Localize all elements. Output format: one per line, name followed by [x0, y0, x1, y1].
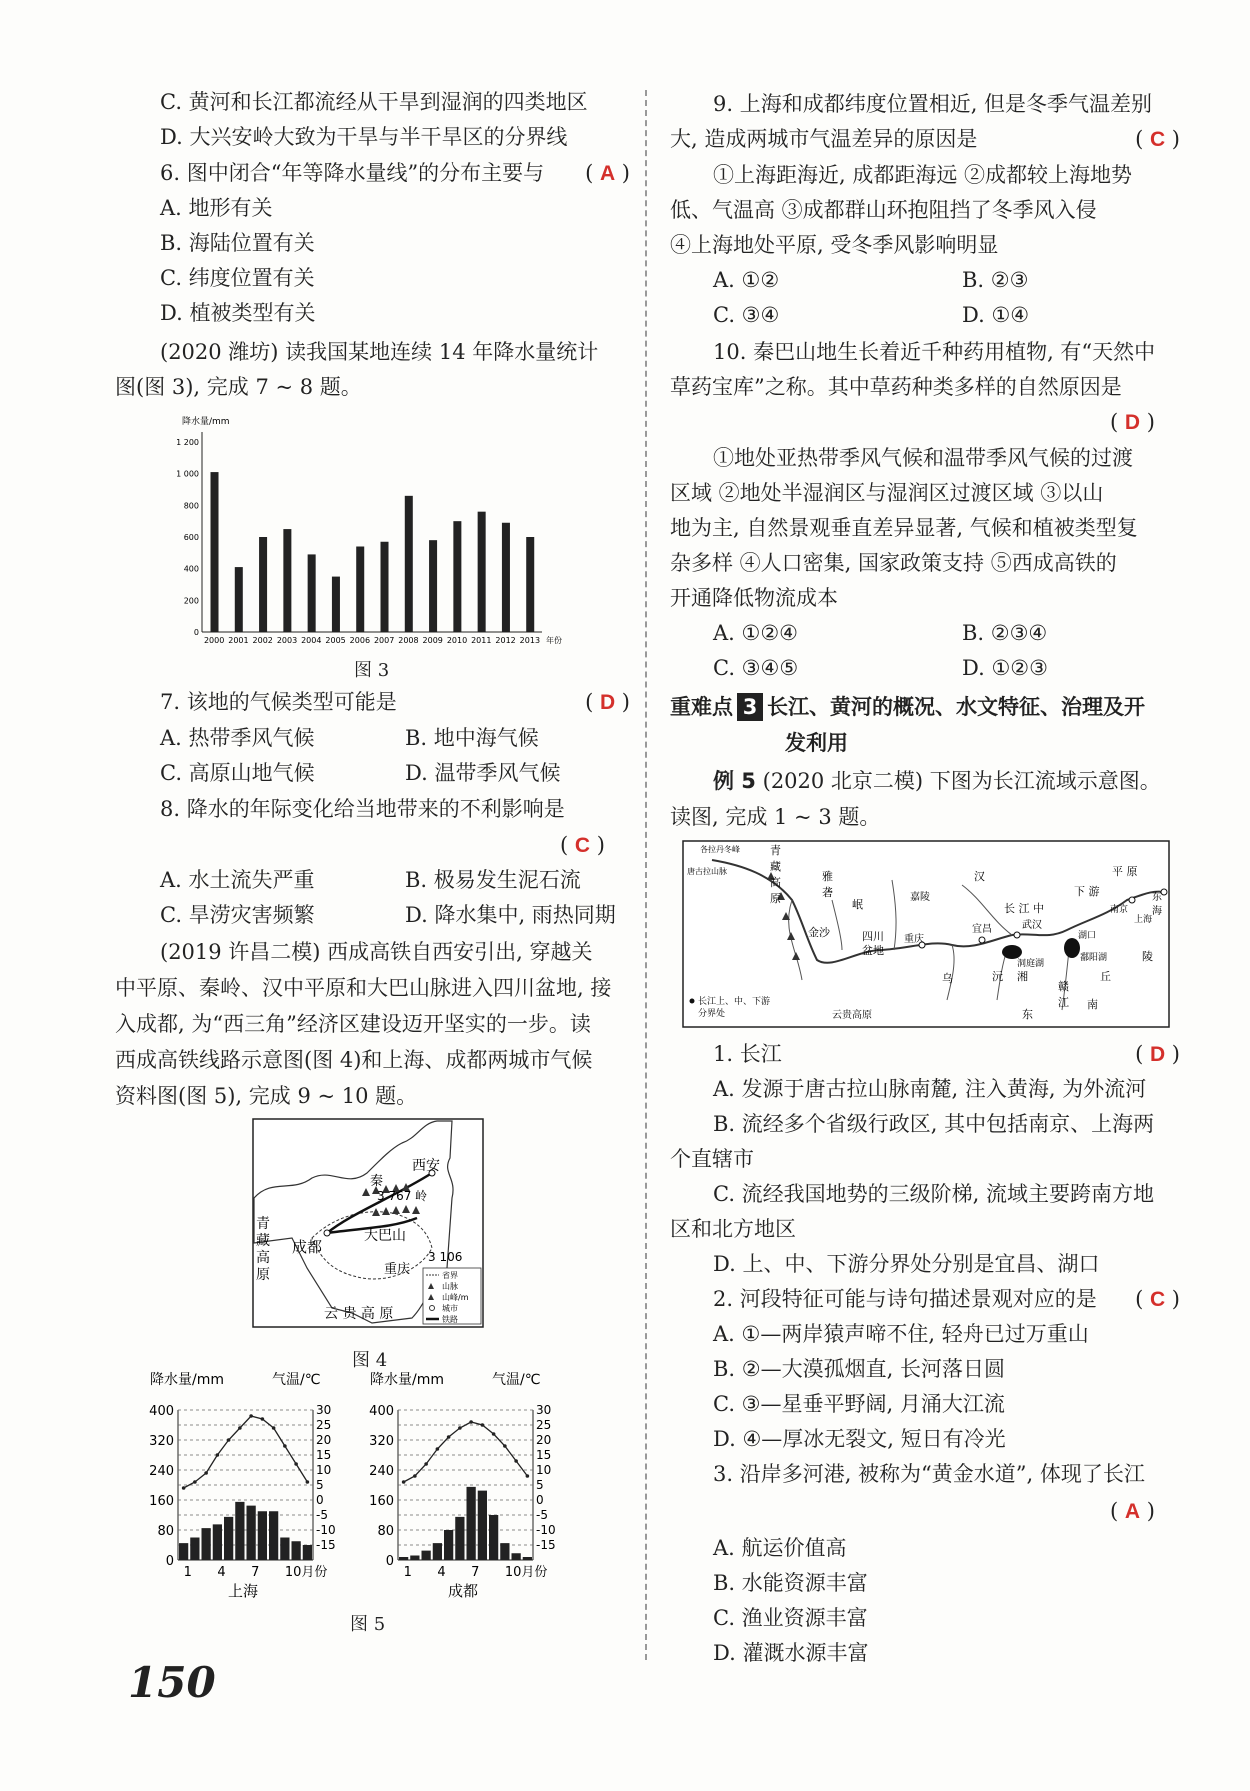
shanghai-ytick-left: 160	[149, 1494, 174, 1509]
q5-option-d: D. 大兴安岭大致为干旱与半干旱区的分界线	[160, 125, 568, 149]
map4-height2: 3 106	[428, 1250, 463, 1264]
chengdu-temp-point-12	[526, 1474, 530, 1478]
fig3-ytick: 600	[183, 533, 199, 542]
chengdu-xtick: 10月份	[504, 1565, 548, 1580]
shanghai-title: 上海	[228, 1582, 259, 1600]
chengdu-xtick: 1	[403, 1565, 412, 1580]
map4-zang: 藏	[256, 1233, 270, 1249]
shanghai-temp-point-11	[294, 1462, 298, 1466]
shanghai-precip-bar-7	[247, 1506, 256, 1560]
chengdu-ytick-left: 320	[369, 1434, 394, 1449]
chengdu-temp-point-1	[402, 1480, 406, 1484]
chengdu-precip-bar-11	[512, 1553, 521, 1560]
map5-min: 岷	[852, 898, 863, 911]
fig3-xtick: 2007	[373, 636, 395, 645]
q6-text: 6. 图中闭合“年等降水量线”的分布主要与	[160, 161, 545, 185]
map5-ling: 陵	[1142, 950, 1153, 963]
shanghai-ytick-right: 5	[316, 1478, 324, 1492]
map4-yuan: 原	[256, 1267, 270, 1283]
q6-option-d: D. 植被类型有关	[160, 301, 316, 325]
chengdu-xtick: 7	[471, 1565, 480, 1580]
shanghai-precip-bar-9	[269, 1511, 278, 1560]
fig3-bar-2000	[211, 472, 219, 632]
q10-option-c: C. ③④⑤	[713, 656, 799, 680]
fig3-xtick: 2008	[398, 636, 419, 645]
map5-long: 砻	[822, 886, 833, 899]
q6-option-a: A. 地形有关	[160, 196, 273, 220]
shanghai-ytick-left: 240	[149, 1464, 174, 1479]
shanghai-precip-bar-4	[213, 1524, 222, 1560]
map5-yichang: 宜昌	[972, 924, 992, 935]
map5-tanggula: 唐古拉山脉	[687, 867, 727, 876]
chengdu-precip-bar-3	[422, 1551, 431, 1560]
shanghai-precip-bar-8	[258, 1511, 267, 1560]
chengdu-ytick-left: 240	[369, 1464, 394, 1479]
shanghai-temp-point-3	[204, 1471, 208, 1475]
map5-yungui: 云贵高原	[832, 1010, 872, 1021]
shanghai-xtick: 4	[217, 1565, 226, 1580]
map4-xian: 西安	[412, 1158, 440, 1174]
example-intro-line2: 读图, 完成 1 ~ 3 题。	[670, 805, 881, 829]
section-label: 重难点	[670, 695, 733, 719]
shanghai-temp-point-8	[261, 1417, 265, 1421]
shanghai-ytick-right: -10	[316, 1523, 336, 1537]
q9-stem-text: 大, 造成两城市气温差异的原因是	[670, 127, 978, 151]
chengdu-temp-point-4	[436, 1447, 440, 1451]
e1-option-b-cont: 个直辖市	[670, 1147, 754, 1171]
shanghai-temp-point-7	[249, 1414, 253, 1418]
fig3-ytick: 0	[193, 628, 199, 637]
e3-stem: 3. 沿岸多河港, 被称为“黄金水道”, 体现了长江	[713, 1462, 1145, 1486]
q9-option-b: B. ②③	[962, 268, 1029, 292]
chengdu-precip-bar-9	[489, 1515, 498, 1560]
map4-gao: 高	[256, 1250, 270, 1266]
chengdu-temp-point-5	[447, 1435, 451, 1439]
e2-option-b: B. ②—大漠孤烟直, 长河落日圆	[713, 1357, 1005, 1381]
e3-option-d: D. 灌溉水源丰富	[713, 1641, 869, 1665]
map4-legend-mountain: 山脉	[442, 1282, 458, 1291]
chengdu-ytick-right: -5	[536, 1508, 548, 1522]
fig3-xtick: 2006	[349, 636, 371, 645]
fig3-ytick: 1 200	[176, 438, 199, 447]
map5-changjiang: 长 江 中	[1004, 902, 1044, 915]
fig3-xtick: 2005	[325, 636, 346, 645]
map4-chongqing: 重庆	[384, 1262, 411, 1277]
e2-option-d: D. ④—厚冰无裂文, 短日有冷光	[713, 1427, 1006, 1451]
map4-ling: 岭	[415, 1189, 428, 1203]
map5-han: 汉	[974, 870, 985, 883]
fig3-ytick: 800	[183, 501, 199, 511]
q10-answer: ( D )	[1110, 410, 1155, 434]
map4-yungui: 云 贵 高 原	[324, 1306, 394, 1322]
map5-wu: 乌	[942, 972, 953, 985]
map5-xiang: 湘	[1017, 970, 1028, 983]
q10-stem-line1: 10. 秦巴山地生长着近千种药用植物, 有“天然中	[713, 340, 1156, 364]
column-divider	[645, 90, 647, 1660]
chengdu-precip-bar-12	[523, 1557, 532, 1560]
q7-option-a: A. 热带季风气候	[160, 726, 315, 750]
fig3-bar-2008	[405, 496, 413, 632]
chengdu-temp-point-3	[424, 1462, 428, 1466]
map5-jialing: 嘉陵	[910, 892, 930, 903]
q10-item-line5: 开通降低物流成本	[670, 586, 838, 610]
map4-chengdu: 成都	[292, 1238, 323, 1256]
e3-option-c: C. 渔业资源丰富	[713, 1606, 868, 1630]
map5-qiu: 丘	[1100, 970, 1111, 983]
e1-text: 1. 长江	[713, 1042, 782, 1066]
fig3-bar-2005	[332, 577, 340, 632]
fig3-ylabel: 降水量/mm	[182, 417, 230, 427]
q8-stem: 8. 降水的年际变化给当地带来的不利影响是	[160, 797, 565, 821]
shanghai-temp-point-5	[227, 1438, 231, 1442]
yangtze-basin-map	[682, 840, 1170, 1028]
shanghai-ytick-left: 400	[149, 1404, 174, 1419]
chengdu-temp-point-7	[469, 1420, 473, 1424]
chengdu-ytick-right: -10	[536, 1523, 556, 1537]
map4-dabashan: 大巴山	[364, 1228, 406, 1244]
e3-answer: ( A )	[1110, 1499, 1155, 1523]
example-intro	[713, 767, 1161, 795]
intro-fig3-line1: (2020 潍坊) 读我国某地连续 14 年降水量统计	[160, 340, 599, 364]
q9-item-line1: ①上海距海近, 成都距海远 ②成都较上海地势	[713, 163, 1133, 187]
map5-pendi: 盆地	[862, 944, 884, 957]
map5-yuan2: 沅	[992, 970, 1003, 983]
map5-hukou: 湖口	[1078, 931, 1097, 941]
q6-option-c: C. 纬度位置有关	[160, 266, 315, 290]
shanghai-ylabel-left: 降水量/mm	[150, 1372, 224, 1388]
q9-item-line2: 低、气温高 ③成都群山环抱阻挡了冬季风入侵	[670, 198, 1097, 222]
e1-stem	[713, 1040, 1180, 1068]
section-title-line1: 长江、黄河的概况、水文特征、治理及开	[767, 695, 1145, 719]
map5-sichuan: 四川	[862, 930, 884, 943]
map5-legend-line1: 长江上、中、下游	[698, 997, 771, 1007]
chengdu-precip-bar-6	[455, 1517, 464, 1560]
chengdu-ytick-right: 25	[536, 1418, 552, 1432]
intro-fig4-line3: 入成都, 为“西三角”经济区建设迈开坚实的一步。读	[115, 1012, 591, 1036]
map5-dongting: 洞庭湖	[1017, 959, 1045, 969]
q8-answer: ( C )	[560, 833, 605, 857]
e1-option-b: B. 流经多个省级行政区, 其中包括南京、上海两	[713, 1112, 1155, 1136]
q7-answer: ( D )	[585, 690, 630, 714]
map4-legend-peak: 山峰/m	[442, 1293, 469, 1302]
map4-height1: 3 767	[377, 1189, 412, 1203]
shanghai-ytick-right: 25	[316, 1418, 332, 1432]
chengdu-ytick-right: 10	[536, 1463, 552, 1477]
map5-hai: 海	[1152, 906, 1162, 917]
q7-text: 7. 该地的气候类型可能是	[160, 690, 397, 714]
fig3-bar-2002	[259, 537, 267, 632]
q6-answer: ( A )	[585, 161, 630, 185]
q7-option-d: D. 温带季风气候	[405, 761, 561, 785]
chengdu-ylabel-right: 气温/℃	[492, 1372, 541, 1388]
shanghai-temp-point-2	[193, 1480, 197, 1484]
map5-wuhan: 武汉	[1022, 920, 1042, 931]
q10-option-a: A. ①②④	[713, 621, 798, 645]
map5-chongqing: 重庆	[904, 934, 924, 945]
fig3-xtick: 2011	[471, 636, 492, 645]
fig3-xtick: 2000	[203, 636, 225, 645]
q8-option-d: D. 降水集中, 雨热同期	[405, 903, 616, 927]
fig3-bar-2003	[283, 529, 291, 632]
e2-stem	[713, 1285, 1180, 1313]
q8-option-a: A. 水土流失严重	[160, 868, 315, 892]
e1-option-d: D. 上、中、下游分界处分别是宜昌、湖口	[713, 1252, 1100, 1276]
section-title-line2: 发利用	[785, 731, 848, 755]
shanghai-precip-bar-10	[280, 1538, 289, 1561]
fig3-xtick: 2004	[301, 636, 322, 645]
shanghai-ytick-right: -15	[316, 1538, 336, 1552]
map5-poyang: 鄱阳湖	[1080, 953, 1108, 963]
map5-dong2: 东	[1022, 1008, 1033, 1021]
chengdu-ytick-right: -15	[536, 1538, 556, 1552]
fig4-caption: 图 4	[352, 1350, 388, 1371]
fig3-bar-2012	[502, 523, 510, 632]
shanghai-precip-bar-5	[224, 1517, 233, 1560]
chengdu-precip-bar-2	[410, 1556, 419, 1561]
chengdu-temp-point-2	[413, 1474, 417, 1478]
chengdu-ytick-left: 400	[369, 1404, 394, 1419]
e2-text: 2. 河段特征可能与诗句描述景观对应的是	[713, 1287, 1097, 1311]
chengdu-ytick-right: 5	[536, 1478, 544, 1492]
map5-dong: 东	[1152, 892, 1162, 903]
precipitation-bar-chart	[176, 410, 570, 650]
map5-nan: 南	[1087, 998, 1098, 1011]
shanghai-ytick-right: 20	[316, 1433, 332, 1447]
map4-qinling: 秦	[370, 1174, 384, 1189]
map5-ya: 雅	[822, 870, 833, 883]
fig3-bar-2006	[356, 547, 364, 633]
chengdu-precip-bar-8	[478, 1491, 487, 1560]
chengdu-temp-point-10	[503, 1444, 507, 1448]
map5-shanghai: 上海	[1134, 915, 1153, 925]
chengdu-ytick-right: 20	[536, 1433, 552, 1447]
chengdu-temp-point-9	[492, 1432, 496, 1436]
fig3-ytick: 400	[183, 564, 199, 574]
fig3-ytick: 200	[183, 596, 199, 606]
e1-option-c-cont: 区和北方地区	[670, 1217, 796, 1241]
e1-answer: ( D )	[1135, 1042, 1180, 1066]
q5-option-c: C. 黄河和长江都流经从干旱到湿润的四类地区	[160, 90, 588, 114]
q8-option-b: B. 极易发生泥石流	[405, 868, 581, 892]
e1-option-a: A. 发源于唐古拉山脉南麓, 注入黄海, 为外流河	[713, 1077, 1147, 1101]
chengdu-temp-point-11	[514, 1459, 518, 1463]
fig3-bar-2011	[478, 512, 486, 632]
shanghai-precip-bar-11	[292, 1541, 301, 1560]
e3-option-b: B. 水能资源丰富	[713, 1571, 868, 1595]
chengdu-ytick-left: 0	[385, 1554, 394, 1569]
fig3-caption: 图 3	[354, 660, 390, 681]
chengdu-precip-bar-1	[399, 1557, 408, 1560]
shanghai-temp-line	[184, 1416, 308, 1488]
shanghai-temp-point-9	[272, 1426, 276, 1430]
shanghai-precip-bar-2	[190, 1538, 199, 1561]
q7-option-b: B. 地中海气候	[405, 726, 539, 750]
chengdu-precip-bar-5	[444, 1530, 453, 1560]
shanghai-temp-point-10	[283, 1444, 287, 1448]
fig3-ytick: 1 000	[176, 469, 199, 479]
shanghai-ytick-left: 0	[165, 1554, 174, 1569]
fig3-bar-2001	[235, 567, 243, 632]
map5-gao: 高	[770, 876, 781, 889]
q10-item-line2: 区域 ②地处半湿润区与湿润区过渡区域 ③以山	[670, 481, 1104, 505]
map4-legend-city: 城市	[442, 1304, 458, 1313]
shanghai-precip-bar-12	[303, 1545, 312, 1560]
chengdu-ytick-right: 0	[536, 1493, 544, 1507]
map5-jiang: 江	[1058, 996, 1069, 1009]
example-text: (2020 北京二模) 下图为长江流域示意图。	[762, 769, 1161, 793]
xicheng-railway-map	[252, 1118, 484, 1328]
chengdu-xtick: 4	[437, 1565, 446, 1580]
fig3-xtick: 2012	[495, 636, 516, 645]
fig5-caption: 图 5	[350, 1614, 386, 1635]
fig3-xlabel: 年份	[546, 636, 562, 645]
intro-fig4-line1: (2019 许昌二模) 西成高铁自西安引出, 穿越关	[160, 940, 593, 964]
fig3-bar-2009	[429, 540, 437, 632]
e1-option-c: C. 流经我国地势的三级阶梯, 流域主要跨南方地	[713, 1182, 1155, 1206]
chengdu-title: 成都	[448, 1582, 479, 1600]
q10-item-line3: 地为主, 自然景观垂直差异显著, 气候和植被类型复	[670, 516, 1138, 540]
q10-stem-line2: 草药宝库”之称。其中草药种类多样的自然原因是	[670, 375, 1122, 399]
example-label: 例 5	[713, 769, 756, 793]
fig3-xtick: 2009	[422, 636, 443, 645]
chengdu-precip-bar-4	[433, 1543, 442, 1560]
map5-gan: 赣	[1058, 980, 1069, 993]
chengdu-temp-point-8	[481, 1423, 485, 1427]
map4-legend-railway: 铁路	[442, 1315, 458, 1324]
fig3-bar-2004	[308, 554, 316, 632]
section-heading	[670, 693, 1145, 721]
fig3-xtick: 2003	[276, 636, 298, 645]
q9-option-c: C. ③④	[713, 303, 780, 327]
fig3-xtick: 2010	[446, 636, 468, 645]
fig3-xtick: 2001	[228, 636, 249, 645]
chengdu-ytick-right: 30	[536, 1403, 552, 1417]
map5-jinsha: 金沙	[808, 926, 830, 939]
q9-option-a: A. ①②	[713, 268, 780, 292]
q7-stem	[160, 688, 630, 716]
q7-option-c: C. 高原山地气候	[160, 761, 315, 785]
map4-qing: 青	[256, 1216, 270, 1232]
e3-option-a: A. 航运价值高	[713, 1536, 847, 1560]
shanghai-temp-point-12	[306, 1480, 310, 1484]
e2-option-a: A. ①—两岸猿声啼不住, 轻舟已过万重山	[713, 1322, 1089, 1346]
shanghai-precip-bar-6	[235, 1502, 244, 1560]
chengdu-ytick-left: 160	[369, 1494, 394, 1509]
intro-fig4-line2: 中平原、秦岭、汉中平原和大巴山脉进入四川盆地, 接	[115, 976, 612, 1000]
intro-fig4-line4: 西成高铁线路示意图(图 4)和上海、成都两城市气候	[115, 1048, 593, 1072]
map4-legend-province: 省界	[442, 1271, 458, 1280]
map5-xiayou: 下 游	[1074, 885, 1100, 898]
q9-stem-line2	[670, 125, 1180, 153]
shanghai-precip-bar-3	[202, 1528, 211, 1560]
e2-option-c: C. ③—星垂平野阔, 月涌大江流	[713, 1392, 1005, 1416]
shanghai-ytick-left: 320	[149, 1434, 174, 1449]
e2-answer: ( C )	[1135, 1287, 1180, 1311]
shanghai-ytick-right: 30	[316, 1403, 332, 1417]
chengdu-climate-chart	[370, 1370, 580, 1605]
section-number: 3	[737, 693, 763, 721]
map5-gela: 各拉丹冬峰	[700, 845, 740, 854]
chengdu-precip-bar-10	[500, 1543, 509, 1560]
chengdu-ylabel-left: 降水量/mm	[370, 1372, 444, 1388]
shanghai-climate-chart	[150, 1370, 360, 1605]
fig3-xtick: 2013	[519, 636, 541, 645]
shanghai-ytick-right: 0	[316, 1493, 324, 1507]
shanghai-temp-point-4	[216, 1453, 220, 1457]
chengdu-temp-point-6	[458, 1426, 462, 1430]
shanghai-precip-bar-1	[179, 1543, 188, 1560]
intro-fig3-line2: 图(图 3), 完成 7 ~ 8 题。	[115, 375, 362, 399]
map5-pingyuan: 平 原	[1112, 865, 1138, 878]
q9-item-line3: ④上海地处平原, 受冬季风影响明显	[670, 233, 999, 257]
q9-option-d: D. ①④	[962, 303, 1030, 327]
q9-stem-line1: 9. 上海和成都纬度位置相近, 但是冬季气温差别	[713, 92, 1153, 116]
shanghai-xtick: 7	[251, 1565, 260, 1580]
shanghai-ylabel-right: 气温/℃	[272, 1372, 321, 1388]
q6-option-b: B. 海陆位置有关	[160, 231, 315, 255]
map5-legend-line2: 分界处	[698, 1009, 726, 1019]
shanghai-ytick-right: -5	[316, 1508, 328, 1522]
page-number: 150	[128, 1658, 216, 1707]
q10-option-b: B. ②③④	[962, 621, 1048, 645]
chengdu-ytick-right: 15	[536, 1448, 552, 1462]
fig3-xtick: 2002	[252, 636, 273, 645]
q10-item-line4: 杂多样 ④人口密集, 国家政策支持 ⑤西成高铁的	[670, 551, 1117, 575]
shanghai-temp-point-1	[182, 1486, 186, 1490]
q9-answer: ( C )	[1135, 127, 1180, 151]
shanghai-xtick: 1	[183, 1565, 192, 1580]
shanghai-ytick-right: 15	[316, 1448, 332, 1462]
shanghai-xtick: 10月份	[284, 1565, 328, 1580]
chengdu-temp-line	[404, 1422, 528, 1482]
shanghai-ytick-left: 80	[157, 1524, 174, 1539]
map5-yuan: 原	[770, 892, 781, 905]
map5-zang: 藏	[770, 860, 781, 873]
shanghai-ytick-right: 10	[316, 1463, 332, 1477]
chengdu-precip-bar-7	[467, 1487, 476, 1560]
shanghai-temp-point-6	[238, 1426, 242, 1430]
map5-qing: 青	[770, 844, 781, 857]
q10-option-d: D. ①②③	[962, 656, 1048, 680]
q6-stem	[160, 159, 630, 187]
q10-item-line1: ①地处亚热带季风气候和温带季风气候的过渡	[713, 446, 1133, 470]
fig3-bar-2007	[381, 542, 389, 632]
map5-nanjing: 南京	[1110, 905, 1129, 915]
intro-fig4-line5: 资料图(图 5), 完成 9 ~ 10 题。	[115, 1084, 418, 1108]
chengdu-ytick-left: 80	[377, 1524, 394, 1539]
fig3-bar-2010	[453, 521, 461, 632]
fig3-bar-2013	[526, 537, 534, 632]
q8-option-c: C. 旱涝灾害频繁	[160, 903, 315, 927]
